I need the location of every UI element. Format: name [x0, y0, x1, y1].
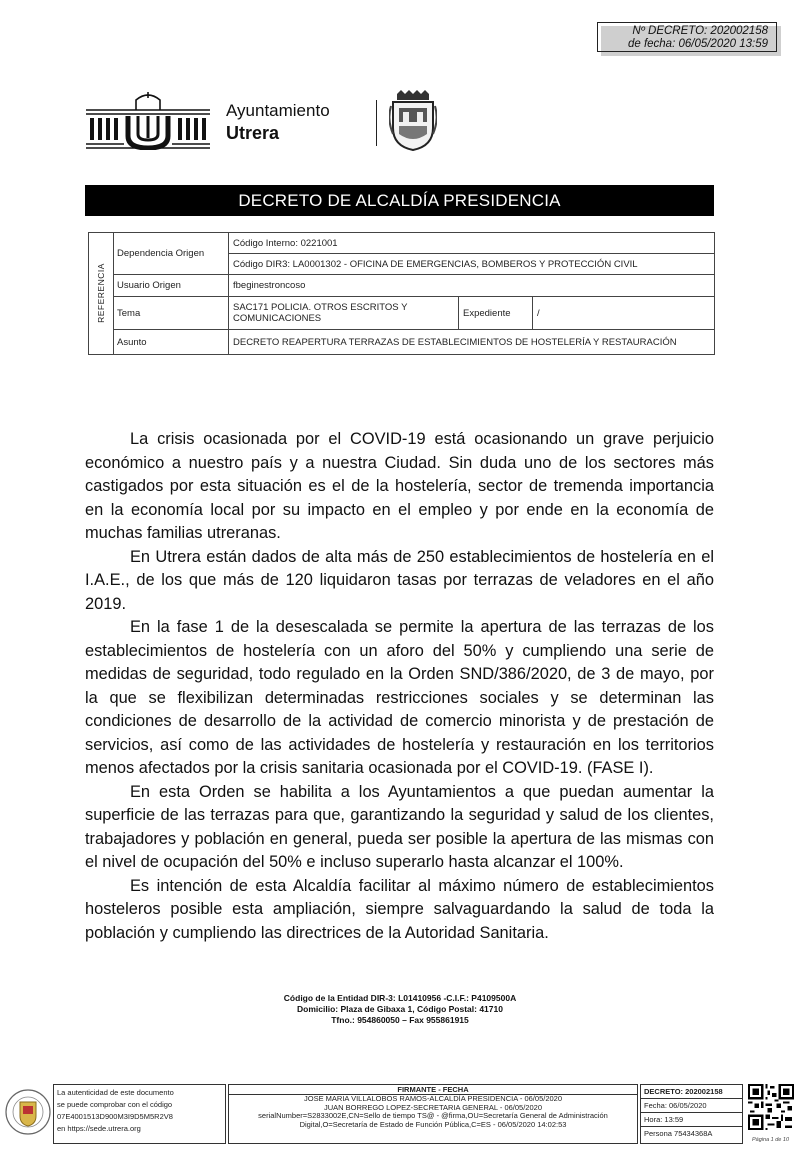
body-paragraph: En esta Orden se habilita a los Ayuntamientos a que puedan aumentar la superficie de las terrazas para que, garantizando la seguridad y salud de los clientes, trabajadores y población en general, pueda ser posible la apertura de las mismas con el nivel de ocupación del 50% e incluso superarlo hasta alcanzar el 100%. — [85, 782, 714, 871]
header-divider — [376, 100, 377, 146]
asunto-value: DECRETO REAPERTURA TERRAZAS DE ESTABLECIMIENTOS DE HOSTELERÍA Y RESTAURACIÓN — [233, 336, 677, 348]
codigo-interno: Código Interno: 0221001 — [229, 233, 714, 254]
codigo-dir3: Código DIR3: LA0001302 - OFICINA DE EMERGENCIAS, BOMBEROS Y PROTECCIÓN CIVIL — [229, 254, 714, 275]
usuario-value: fbeginestroncoso — [229, 275, 714, 297]
org-name-line1: Ayuntamiento — [226, 101, 330, 120]
tema-value: SAC171 POLICIA. OTROS ESCRITOS Y COMUNICACIONES — [229, 297, 459, 330]
usuario-label: Usuario Origen — [113, 275, 229, 297]
entity-code: Código de la Entidad DIR-3: L01410956 -C.I.F.: P4109500A — [283, 993, 517, 1003]
expediente-value: / — [533, 297, 714, 330]
reference-side-label: REFERENCIA — [89, 233, 114, 354]
decree-body — [85, 428, 714, 945]
org-name-line2: Utrera — [226, 123, 280, 143]
page-number: Página 1 de 10 — [752, 1137, 790, 1143]
qr-code-icon[interactable] — [748, 1084, 794, 1130]
auth-url[interactable]: en https://sede.utrera.org — [57, 1124, 141, 1133]
decree-number: Nº DECRETO: 202002158 — [632, 25, 768, 37]
asunto-label: Asunto — [113, 330, 229, 354]
auth-line2: se puede comprobar con el código — [57, 1100, 173, 1109]
meta-persona: Persona 75434368A — [644, 1129, 713, 1138]
entity-address: Domicilio: Plaza de Gibaxa 1, Código Postal: 41710 — [297, 1004, 503, 1014]
auth-code: 07E4001513D900M3I9D5M5R2V8 — [57, 1112, 173, 1121]
document-title: DECRETO DE ALCALDÍA PRESIDENCIA — [85, 185, 714, 216]
decree-date: de fecha: 06/05/2020 13:59 — [627, 38, 768, 50]
dependencia-label: Dependencia Origen — [113, 233, 229, 275]
timestamp-line1: serialNumber=S2833002E,CN=Sello de tiempo TS@ - @firma,OU=Secretaría General de Administración — [258, 1111, 608, 1121]
body-paragraph: Es intención de esta Alcaldía facilitar al máximo número de establecimientos hosteleros posible esta ampliación, siempre salvaguardando la salud de toda la población y cumpliendo las directrices de la Autoridad Sanitaria. — [85, 876, 714, 942]
town-hall-logo-icon — [84, 90, 212, 150]
entity-info — [200, 993, 600, 1026]
signer-1: JOSE MARIA VILLALOBOS RAMOS-ALCALDÍA PRESIDENCIA - 06/05/2020 — [303, 1094, 563, 1103]
authenticity-box — [53, 1084, 226, 1144]
signatures-header: FIRMANTE - FECHA — [229, 1085, 637, 1095]
entity-phone: Tfno.: 954860050 – Fax 955861915 — [331, 1015, 469, 1025]
meta-decreto: DECRETO: 202002158 — [641, 1085, 742, 1099]
reference-table — [88, 232, 715, 355]
digital-signature-seal-icon — [4, 1086, 52, 1138]
auth-line1: La autenticidad de este documento — [57, 1088, 174, 1097]
body-paragraph: En Utrera están dados de alta más de 250 establecimientos de hostelería en el I.A.E., de los que más de 120 liquidaron tasas por terrazas de veladores en el año 2019. — [85, 547, 714, 613]
body-paragraph: En la fase 1 de la desescalada se permite la apertura de las terrazas de los establecimientos de hostelería con un aforo del 50% y cumpliendo una serie de medidas de seguridad, todo regulado en la Orden SND/386/2020, de 3 de mayo, por la que se flexibilizan determinadas restricciones sociales y se determinan las condiciones de desarrollo de la actividad de comercio minorista y de prestación de servicios, así como de las actividades de hostelería y restauración en los territorios menos afectados por la crisis sanitaria ocasionada por el COVID-19. (FASE I). — [85, 618, 714, 777]
meta-fecha: Fecha: 06/05/2020 — [641, 1099, 742, 1113]
body-paragraph: La crisis ocasionada por el COVID-19 está ocasionando un grave perjuicio económico a nuestro país y a nuestra Ciudad. Sin duda uno de los sectores más castigados por esta situación es el de la hostelería, sector de tremenda importancia en la economía local por su impacto en el empleo y por ende en la economía de muchas familias utreranas. — [85, 430, 714, 542]
coat-of-arms-icon — [389, 90, 437, 152]
signatures-box — [228, 1084, 638, 1144]
signer-2: JUAN BORREGO LOPEZ-SECRETARIA GENERAL - 06/05/2020 — [324, 1102, 542, 1112]
timestamp-line2: Digital,O=Secretaría de Estado de Función Pública,C=ES - 06/05/2020 14:02:53 — [299, 1119, 567, 1129]
org-name — [226, 100, 330, 144]
tema-label: Tema — [113, 297, 229, 330]
expediente-label: Expediente — [459, 297, 533, 330]
meta-hora: Hora: 13:59 — [641, 1113, 742, 1127]
decree-meta-box — [640, 1084, 743, 1144]
decree-stamp — [597, 22, 777, 52]
